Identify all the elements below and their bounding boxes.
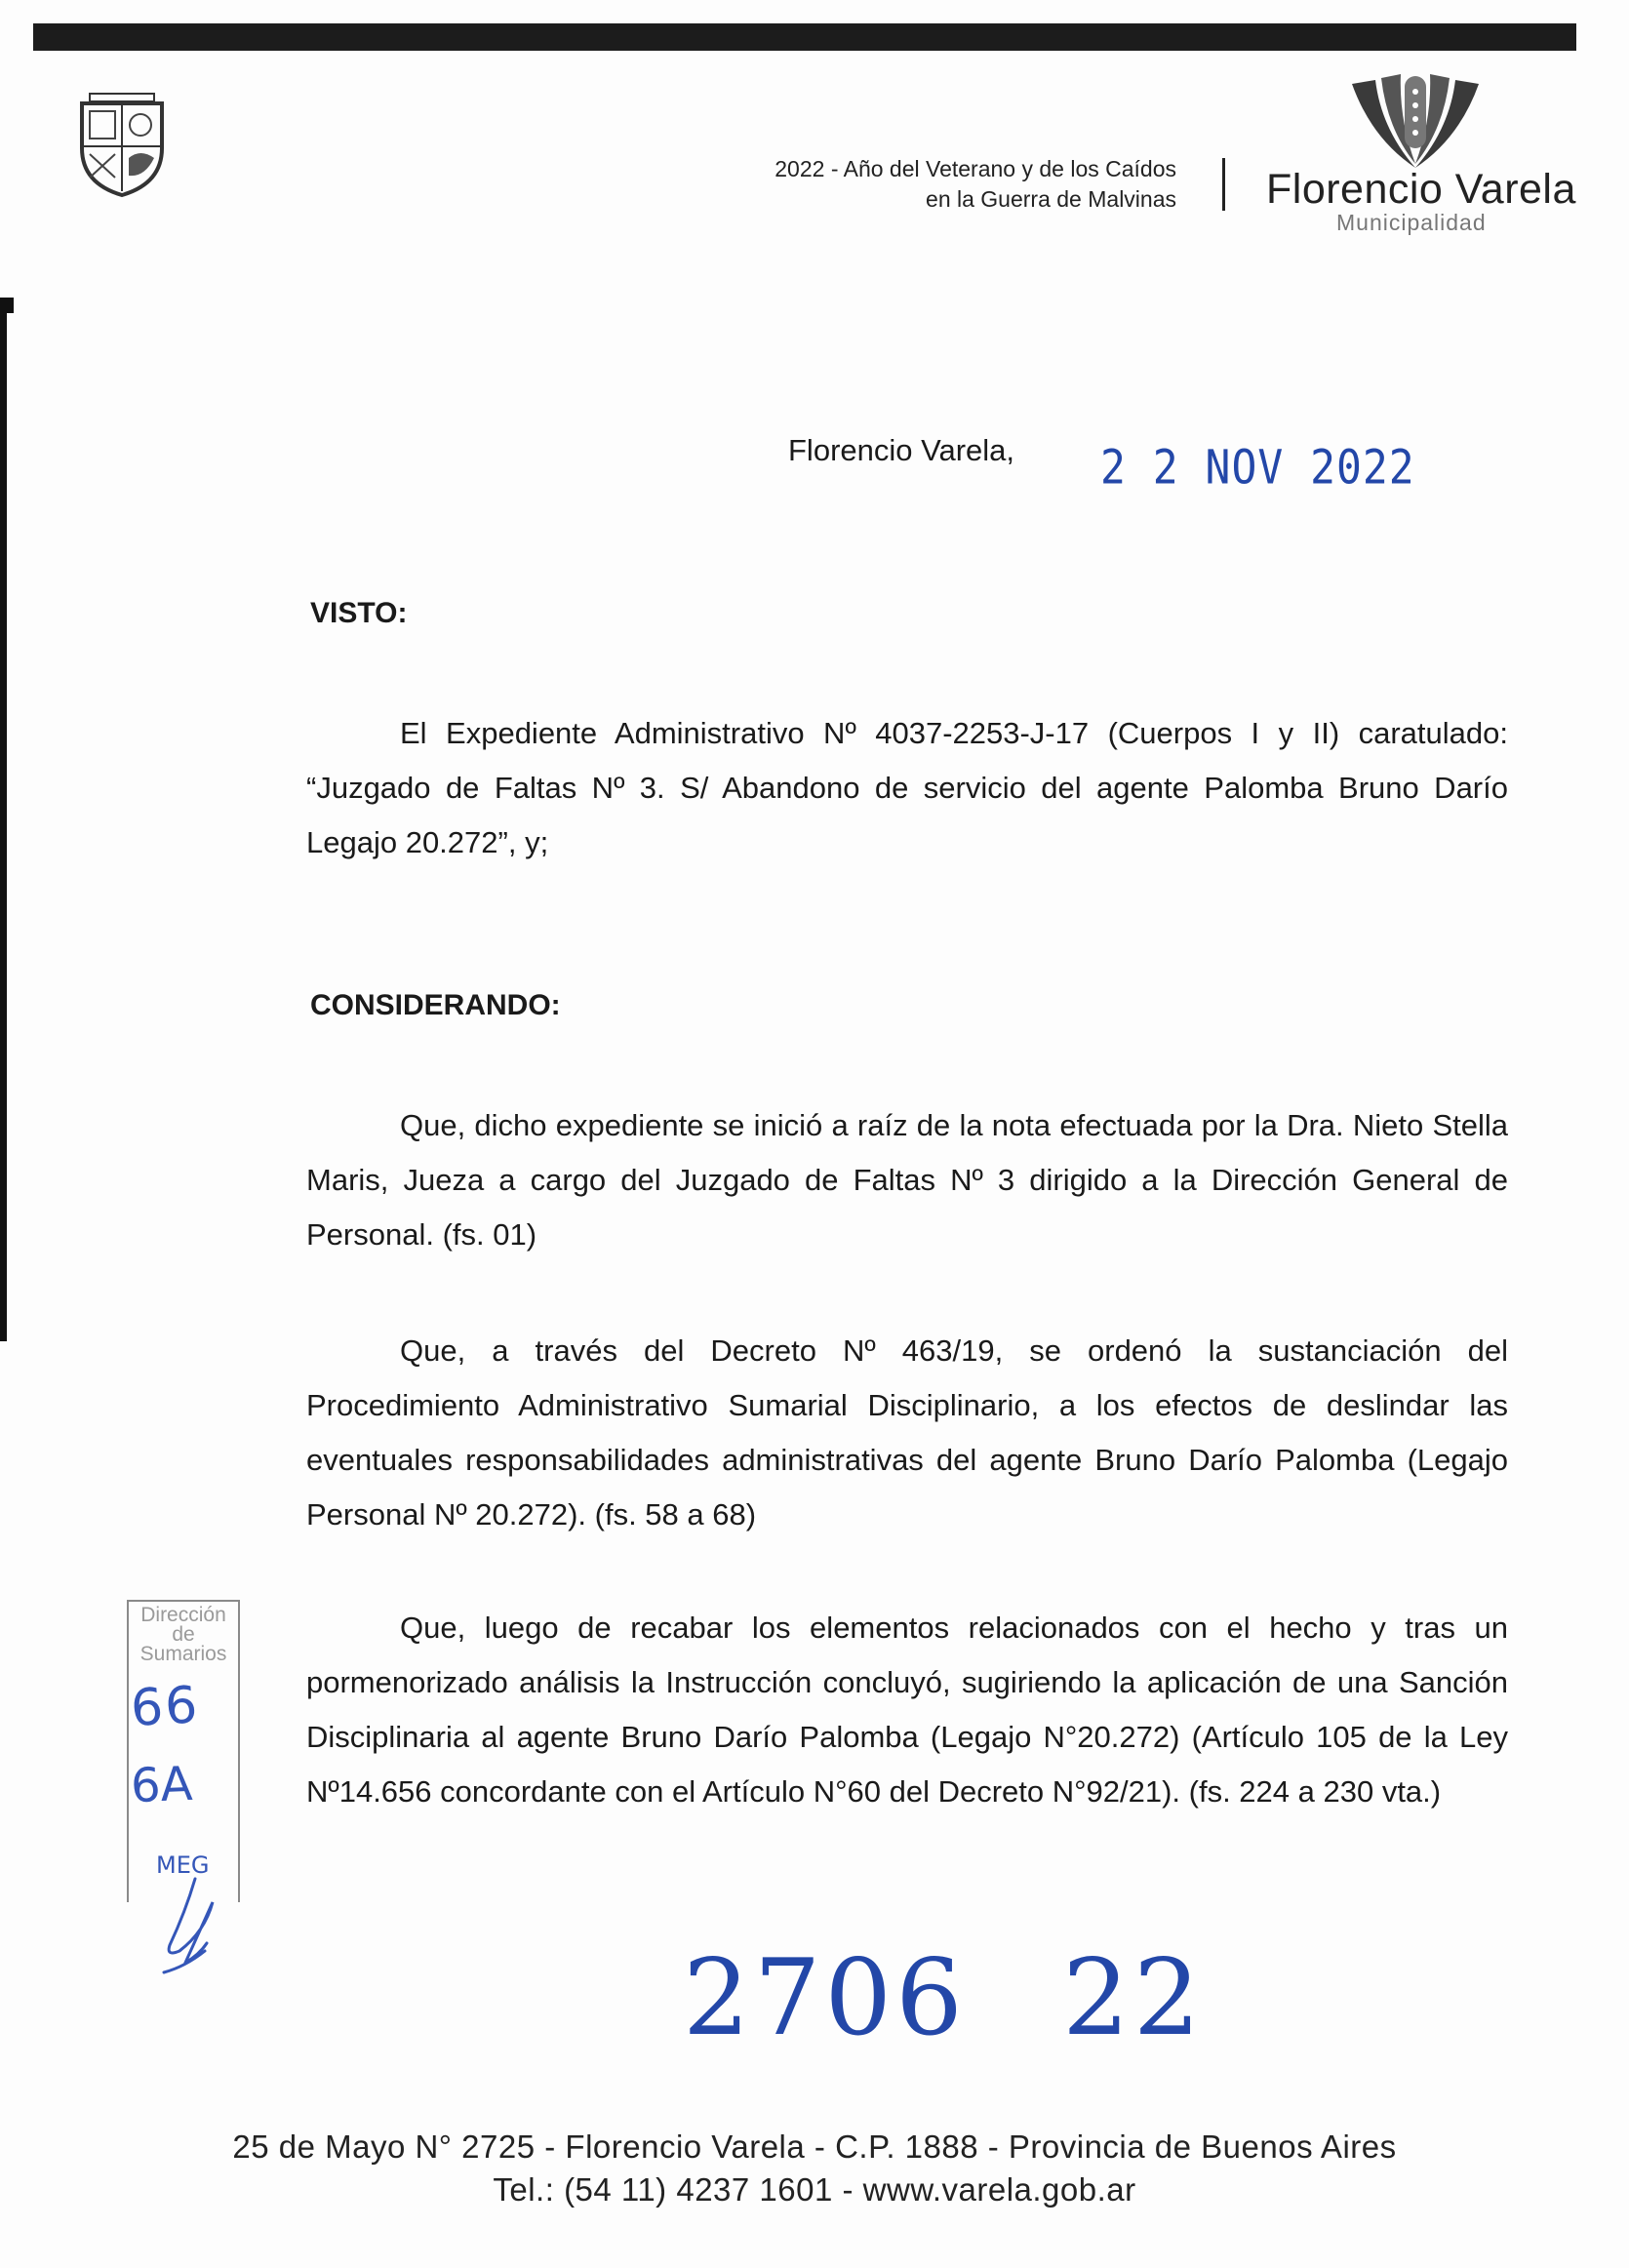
date-place: Florencio Varela, — [788, 433, 1015, 467]
handwritten-initials: MEG — [156, 1851, 210, 1879]
visto-paragraph — [306, 706, 1508, 870]
date-stamp: 2 2 NOV 2022 — [1100, 441, 1415, 496]
paragraph-text: Que, dicho expediente se inició a raíz de la nota efectuada por la Dra. Nieto Stella Maris, Jueza a cargo del Juzgado de Faltas Nº 3 dirigido a la Dirección General de Personal. (fs. 01) — [306, 1108, 1508, 1252]
visto-heading: VISTO: — [310, 597, 408, 629]
municipality-logo-icon — [1342, 70, 1489, 178]
scan-edge-mark — [0, 298, 14, 313]
folio-stamp-title: Dirección de Sumarios — [139, 1604, 227, 1665]
considerando-paragraph-1 — [306, 1098, 1508, 1262]
considerando-heading: CONSIDERANDO: — [310, 989, 561, 1021]
considerando-paragraph-3 — [306, 1601, 1508, 1819]
handwritten-folio-number: 66 — [129, 1676, 201, 1738]
brand-name: Florencio Varela — [1266, 166, 1576, 213]
paragraph-text: Que, a través del Decreto Nº 463/19, se ordenó la sustanciación del Procedimiento Administrativo Sumarial Disciplinario, a los efectos de deslindar las eventuales responsabilidades administrativas del agente Bruno Darío Palomba (Legajo Personal Nº 20.272). (fs. 58 a 68) — [306, 1333, 1508, 1532]
header-divider — [1222, 158, 1225, 211]
year-motto-line-2: en la Guerra de Malvinas — [926, 186, 1176, 212]
footer-contact: Tel.: (54 11) 4237 1601 - www.varela.gob.ar — [493, 2171, 1136, 2208]
considerando-paragraph-2 — [306, 1324, 1508, 1542]
visto-text: El Expediente Administrativo Nº 4037-2253-J-17 (Cuerpos I y II) caratulado: “Juzgado de Faltas Nº 3. S/ Abandono de servicio del agente Palomba Bruno Darío Legajo 20.272”, y; — [306, 716, 1508, 859]
decree-number-stamp: 2706 22 — [683, 1937, 1205, 2059]
year-motto-line-1: 2022 - Año del Veterano y de los Caídos — [775, 156, 1176, 181]
scan-top-bar — [33, 23, 1576, 51]
paragraph-text: Que, luego de recabar los elementos relacionados con el hecho y tras un pormenorizado análisis la Instrucción concluyó, sugiriendo la aplicación de una Sanción Disciplinaria al agente Bruno Darío Palomba (Legajo N°20.272) (Artículo 105 de la Ley Nº14.656 concordante con el Artículo N°60 del Decreto N°92/21). (fs. 224 a 230 vta.) — [306, 1611, 1508, 1809]
footer-address: 25 de Mayo N° 2725 - Florencio Varela - C.P. 1888 - Provincia de Buenos Aires — [232, 2129, 1397, 2165]
coat-of-arms-icon — [76, 90, 168, 199]
handwritten-folio-sub: 6A — [130, 1756, 194, 1814]
year-motto — [775, 154, 1176, 215]
brand-subtitle: Municipalidad — [1336, 210, 1487, 235]
scan-edge-mark — [0, 307, 7, 1341]
signature-icon — [156, 1873, 234, 1980]
